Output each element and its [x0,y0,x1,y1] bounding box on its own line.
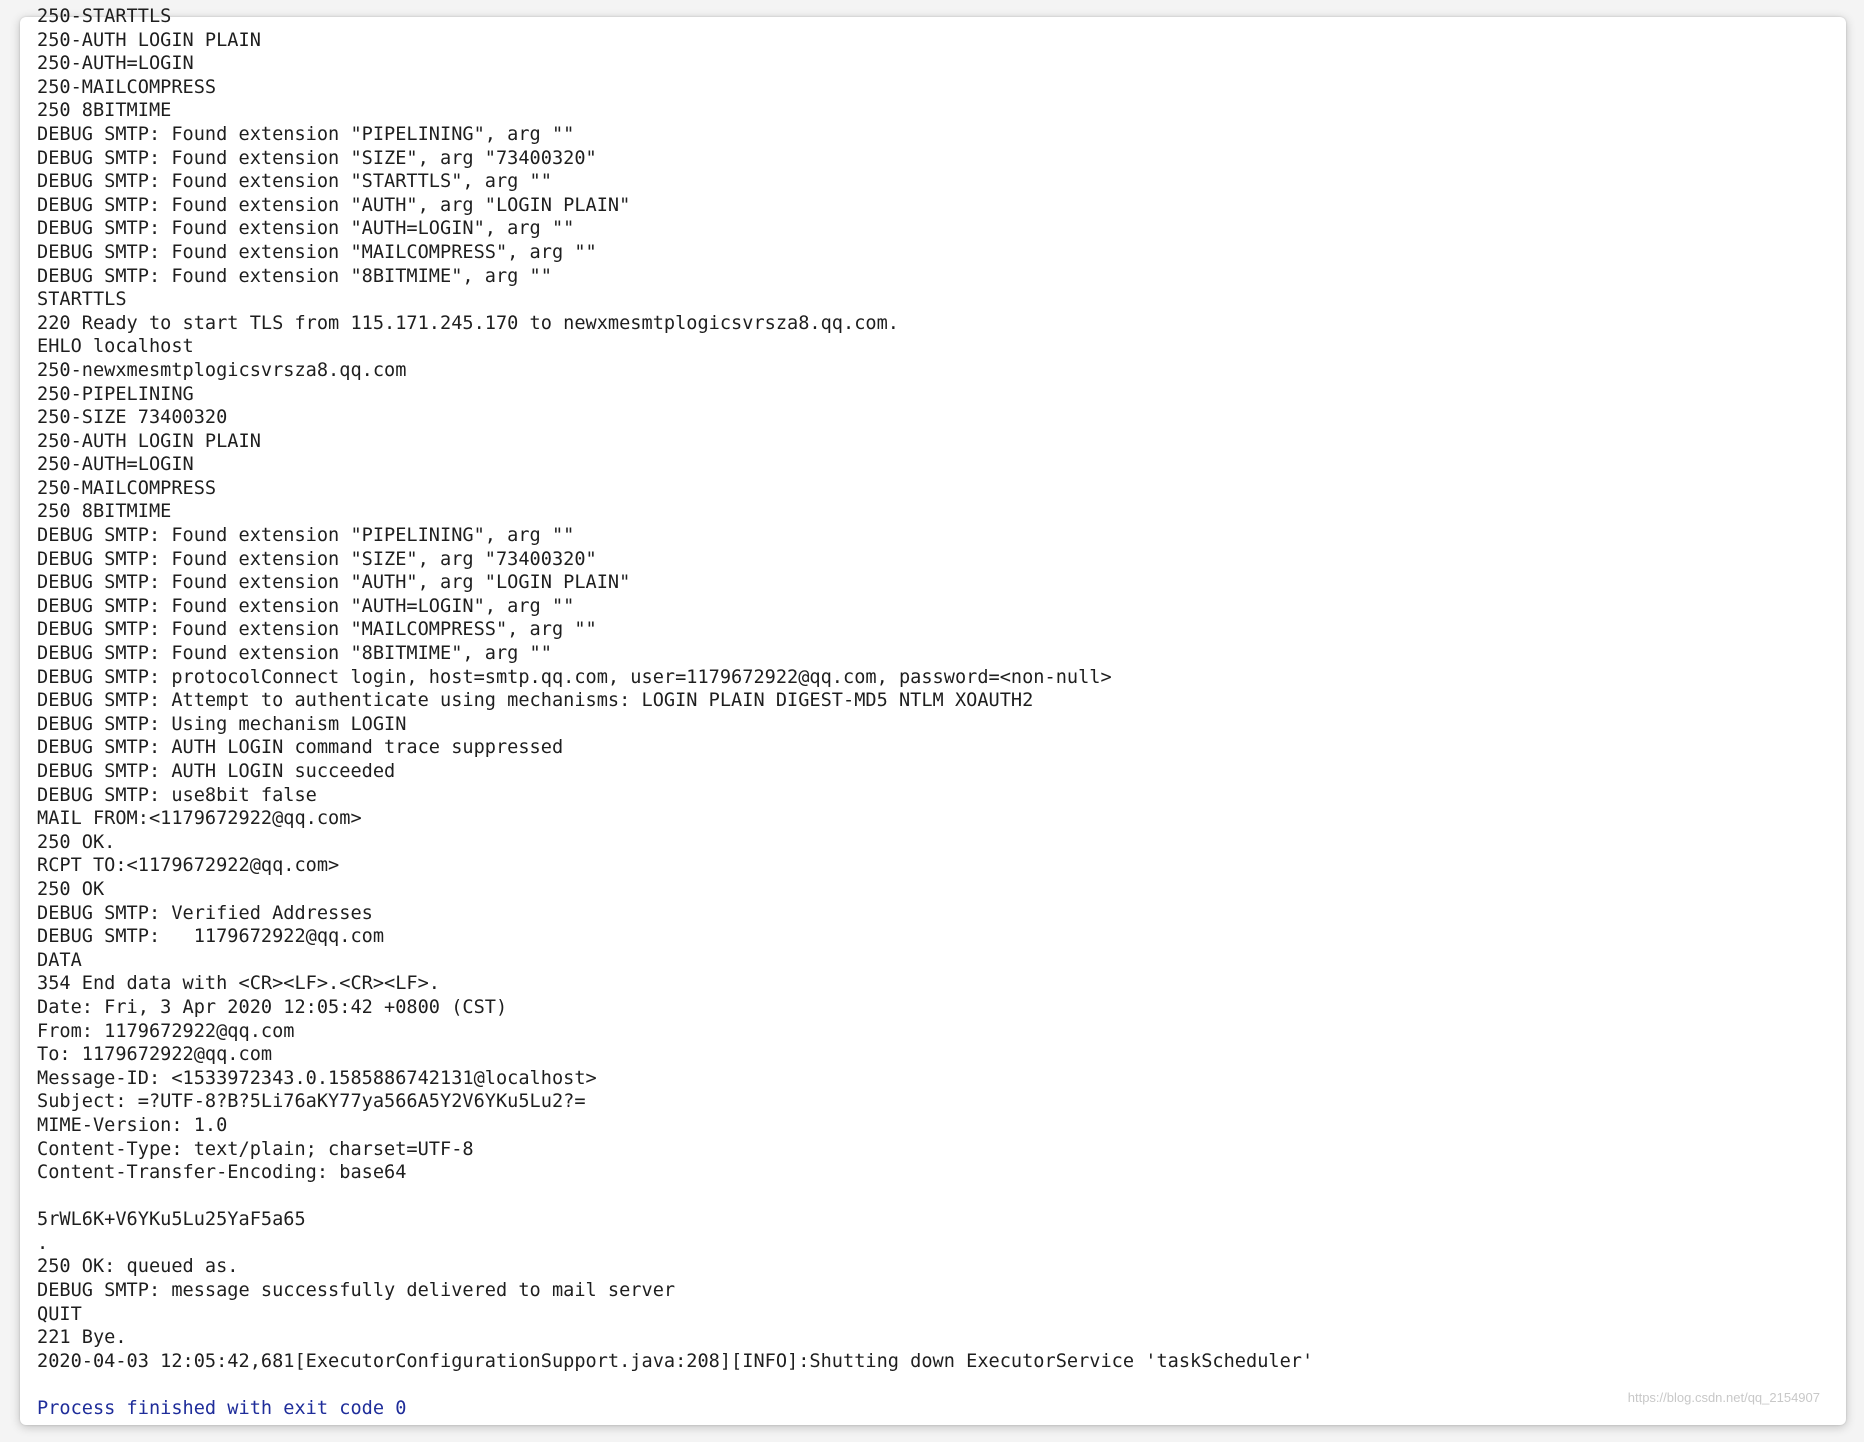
console-line: DEBUG SMTP: Found extension "PIPELINING", arg "" [37,123,575,145]
console-line: 2020-04-03 12:05:42,681[ExecutorConfigurationSupport.java:208][INFO]:Shutting down ExecutorService 'taskScheduler' [37,1350,1314,1372]
console-line: 250-STARTTLS [37,6,172,27]
console-line: MIME-Version: 1.0 [37,1114,228,1136]
console-output[interactable] [37,5,1836,1425]
console-line: 250-MAILCOMPRESS [37,76,217,98]
console-line: 250-AUTH LOGIN PLAIN [37,29,261,51]
console-line: 250-SIZE 73400320 [37,407,228,429]
console-line: Message-ID: <1533972343.0.1585886742131@localhost> [37,1067,597,1089]
console-line: DEBUG SMTP: Found extension "STARTTLS", arg "" [37,171,552,193]
console-line: DEBUG SMTP: Verified Addresses [37,902,373,924]
console-line: 250 8BITMIME [37,501,172,523]
console-line: 250-AUTH=LOGIN [37,454,194,476]
console-line: DEBUG SMTP: Found extension "AUTH=LOGIN", arg "" [37,595,575,617]
console-line: STARTTLS [37,289,127,311]
console-line: EHLO localhost [37,336,194,358]
console-line: DEBUG SMTP: Found extension "SIZE", arg "73400320" [37,147,597,169]
console-line: DEBUG SMTP: Attempt to authenticate using mechanisms: LOGIN PLAIN DIGEST-MD5 NTLM XOAUTH2 [37,690,1034,712]
console-line: 250-newxmesmtplogicsvrsza8.qq.com [37,359,407,381]
console-line: 220 Ready to start TLS from 115.171.245.170 to newxmesmtplogicsvrsza8.qq.com. [37,312,899,334]
console-line: DEBUG SMTP: Found extension "PIPELINING", arg "" [37,525,575,547]
console-line: DEBUG SMTP: Found extension "SIZE", arg "73400320" [37,548,597,570]
console-line: 354 End data with <CR><LF>.<CR><LF>. [37,973,440,995]
console-line: . [37,1232,49,1254]
console-window [20,6,1846,1425]
console-line: 250 OK [37,878,105,900]
console-line: Subject: =?UTF-8?B?5Li76aKY77ya566A5Y2V6YKu5Lu2?= [37,1091,586,1113]
watermark: https://blog.csdn.net/qq_2154907 [1627,1390,1820,1405]
console-line: Content-Transfer-Encoding: base64 [37,1162,407,1184]
console-line: DEBUG SMTP: Found extension "8BITMIME", arg "" [37,265,552,287]
console-line: DEBUG SMTP: protocolConnect login, host=smtp.qq.com, user=1179672922@qq.com, password=<non-null> [37,666,1112,688]
console-line: DEBUG SMTP: AUTH LOGIN command trace suppressed [37,737,564,759]
console-line: DEBUG SMTP: Found extension "MAILCOMPRESS", arg "" [37,619,597,641]
console-line: To: 1179672922@qq.com [37,1044,273,1066]
console-line: DEBUG SMTP: Using mechanism LOGIN [37,713,407,735]
console-line: DEBUG SMTP: use8bit false [37,784,317,806]
console-line: DEBUG SMTP: Found extension "AUTH=LOGIN", arg "" [37,218,575,240]
console-line: DEBUG SMTP: Found extension "AUTH", arg "LOGIN PLAIN" [37,194,631,216]
console-line: QUIT [37,1303,82,1325]
console-line: 250-PIPELINING [37,383,194,405]
console-line: Date: Fri, 3 Apr 2020 12:05:42 +0800 (CST) [37,996,508,1018]
console-line: Content-Type: text/plain; charset=UTF-8 [37,1138,474,1160]
console-line: From: 1179672922@qq.com [37,1020,295,1042]
console-line: DEBUG SMTP: Found extension "AUTH", arg "LOGIN PLAIN" [37,572,631,594]
console-line: 250 8BITMIME [37,100,172,122]
console-line: 250-MAILCOMPRESS [37,477,217,499]
console-line: 250 OK. [37,831,116,853]
console-line: 5rWL6K+V6YKu5Lu25YaF5a65 [37,1209,306,1231]
console-line: RCPT TO:<1179672922@qq.com> [37,855,340,877]
console-line: MAIL FROM:<1179672922@qq.com> [37,808,362,830]
console-line: 221 Bye. [37,1327,127,1349]
console-line: 250-AUTH=LOGIN [37,53,194,75]
process-exit-message: Process finished with exit code 0 [37,1398,407,1420]
console-line [37,1185,1836,1209]
console-line: DEBUG SMTP: 1179672922@qq.com [37,926,385,948]
console-line: 250-AUTH LOGIN PLAIN [37,430,261,452]
console-line: 250 OK: queued as. [37,1256,239,1278]
console-line: DEBUG SMTP: message successfully delivered to mail server [37,1280,676,1302]
console-line: DEBUG SMTP: Found extension "8BITMIME", arg "" [37,643,552,665]
console-line: DEBUG SMTP: Found extension "MAILCOMPRESS", arg "" [37,241,597,263]
console-line: DEBUG SMTP: AUTH LOGIN succeeded [37,761,396,782]
console-line: DATA [37,949,82,971]
